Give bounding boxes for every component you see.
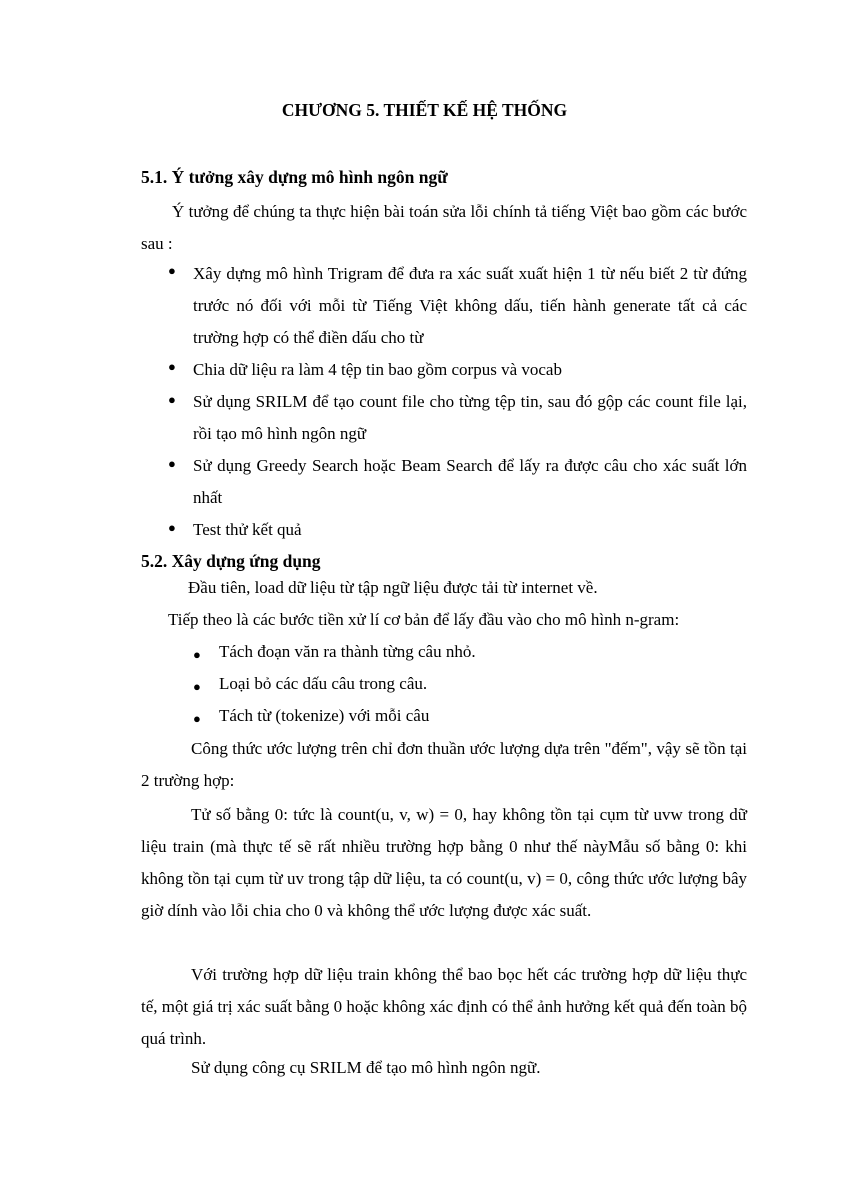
paragraph-line: Đầu tiên, load dữ liệu từ tập ngữ liệu được tải từ internet về. [188, 578, 598, 597]
list-item: Tách từ (tokenize) với mỗi câu [219, 706, 430, 725]
bullet-icon: ● [168, 359, 176, 374]
paragraph: Tử số bằng 0: tức là count(u, v, w) = 0, hay không tồn tại cụm từ uvw trong dữ liệu train (mà thực tế sẽ rất nhiều trường hợp bằng 0 như thế nàyMẫu số bằng 0: khi không tồn tại cụm từ uv trong tập dữ liệu, ta có count(u, v) = 0, công thức ước lượng bây giờ dính vào lỗi chia cho 0 và không thể ước lượng được xác suất. [141, 805, 747, 920]
list-item: Test thử kết quả [193, 520, 302, 539]
list-item: Chia dữ liệu ra làm 4 tệp tin bao gồm corpus và vocab [193, 360, 562, 379]
list-item: Sử dụng SRILM để tạo count file cho từng tệp tin, sau đó gộp các count file lại, rồi tạo mô hình ngôn ngữ [193, 392, 747, 443]
paragraph: Với trường hợp dữ liệu train không thể bao bọc hết các trường hợp dữ liệu thực tế, một giá trị xác suất bằng 0 hoặc không xác định có thể ảnh hưởng kết quả đến toàn bộ quá trình. [141, 965, 747, 1048]
bullet-icon: ● [193, 679, 201, 694]
section-5-1-heading: 5.1. Ý tưởng xây dựng mô hình ngôn ngữ [141, 167, 448, 187]
bullet-icon: ● [168, 456, 176, 471]
section-5-1-intro: Ý tưởng để chúng ta thực hiện bài toán sửa lỗi chính tả tiếng Việt bao gồm các bước sau : [141, 202, 747, 253]
paragraph-line: Tiếp theo là các bước tiền xử lí cơ bản để lấy đầu vào cho mô hình n-gram: [168, 610, 680, 629]
list-item: Sử dụng Greedy Search hoặc Beam Search để lấy ra được câu cho xác suất lớn nhất [193, 456, 747, 507]
paragraph: Công thức ước lượng trên chỉ đơn thuần ước lượng dựa trên "đếm", vậy sẽ tồn tại 2 trường hợp: [141, 739, 747, 790]
bullet-icon: ● [168, 263, 176, 278]
list-item: Xây dựng mô hình Trigram để đưa ra xác suất xuất hiện 1 từ nếu biết 2 từ đứng trước nó đối với mỗi từ Tiếng Việt không dấu, tiến hành generate tất cả các trường hợp có thể điền dấu cho từ [193, 264, 747, 347]
list-item: Loại bỏ các dấu câu trong câu. [219, 674, 428, 693]
section-5-2-heading: 5.2. Xây dựng ứng dụng [141, 551, 321, 571]
list-item: Tách đoạn văn ra thành từng câu nhỏ. [219, 642, 476, 661]
chapter-title: CHƯƠNG 5. THIẾT KẾ HỆ THỐNG [281, 100, 568, 120]
bullet-icon: ● [193, 647, 201, 662]
paragraph-line: Sử dụng công cụ SRILM để tạo mô hình ngôn ngữ. [191, 1058, 541, 1077]
bullet-icon: ● [168, 392, 176, 407]
bullet-icon: ● [168, 520, 176, 535]
bullet-icon: ● [193, 711, 201, 726]
